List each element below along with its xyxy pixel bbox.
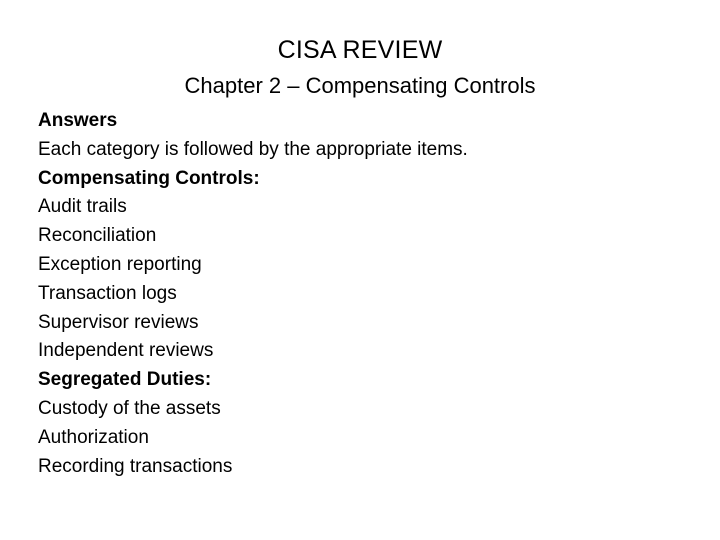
segregated-duties-heading: Segregated Duties:	[38, 369, 212, 391]
list-item-exception-reporting: Exception reporting	[38, 253, 202, 275]
list-item-audit-trails: Audit trails	[38, 196, 127, 218]
list-item-transaction-logs: Transaction logs	[38, 282, 177, 304]
instruction-text: Each category is followed by the appropriate items.	[38, 138, 468, 160]
list-item-supervisor-reviews: Supervisor reviews	[38, 311, 199, 333]
answers-heading: Answers	[38, 110, 118, 131]
slide-title: CISA REVIEW	[277, 36, 443, 64]
list-item-custody-of-assets: Custody of the assets	[38, 397, 221, 419]
list-item-reconciliation: Reconciliation	[38, 225, 157, 247]
compensating-controls-heading: Compensating Controls:	[38, 167, 260, 189]
slide-body	[38, 107, 688, 481]
slide-subtitle: Chapter 2 – Compensating Controls	[184, 73, 536, 98]
list-item-recording-transactions: Recording transactions	[38, 455, 233, 477]
list-item-authorization: Authorization	[38, 426, 149, 448]
list-item-independent-reviews: Independent reviews	[38, 340, 214, 362]
